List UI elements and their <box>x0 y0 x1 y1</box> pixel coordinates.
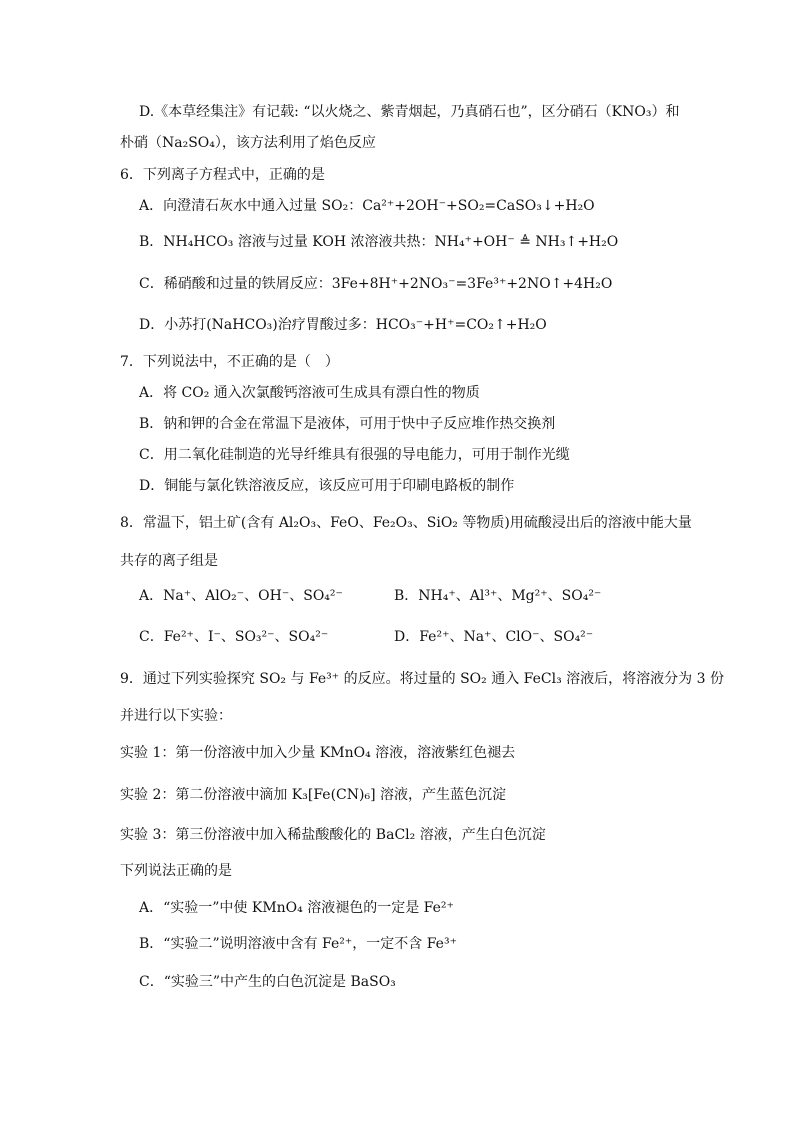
q8-option-d: D．Fe²⁺、Na⁺、ClO⁻、SO₄²⁻ <box>394 629 594 645</box>
q9-option-a: A．“实验一”中使 KMnO₄ 溶液褪色的一定是 Fe²⁺ <box>139 900 454 916</box>
q7-option-b: B．钠和钾的合金在常温下是液体，可用于快中子反应堆作热交换剂 <box>139 416 556 432</box>
q6-option-a: A．向澄清石灰水中通入过量 SO₂：Ca²⁺+2OH⁻+SO₂=CaSO₃↓+H₂O <box>139 198 595 214</box>
q9-question: 下列说法正确的是 <box>120 863 232 879</box>
q9-option-c: C．“实验三”中产生的白色沉淀是 BaSO₃ <box>139 974 396 990</box>
q9-experiment-1: 实验 1：第一份溶液中加入少量 KMnO₄ 溶液，溶液紫红色褪去 <box>120 745 516 761</box>
q7-option-d: D．铜能与氯化铁溶液反应，该反应可用于印刷电路板的制作 <box>139 478 515 494</box>
q8-stem-line2: 共存的离子组是 <box>120 553 218 569</box>
q8-option-c: C．Fe²⁺、I⁻、SO₃²⁻、SO₄²⁻ <box>139 629 329 645</box>
q6-stem: 6．下列离子方程式中，正确的是 <box>120 167 325 183</box>
q9-option-b: B．“实验二”说明溶液中含有 Fe²⁺，一定不含 Fe³⁺ <box>139 936 457 952</box>
q6-option-d: D．小苏打(NaHCO₃)治疗胃酸过多：HCO₃⁻+H⁺=CO₂↑+H₂O <box>139 317 547 333</box>
q8-stem-line1: 8．常温下，铝土矿(含有 Al₂O₃、FeO、Fe₂O₃、SiO₂ 等物质)用硫酸浸出后的溶液中能大量 <box>120 515 692 531</box>
q8-option-b: B．NH₄⁺、Al³⁺、Mg²⁺、SO₄²⁻ <box>394 588 602 604</box>
q5-option-d-line2: 朴硝（Na₂SO₄），该方法利用了焰色反应 <box>120 135 376 151</box>
q8-option-a: A．Na⁺、AlO₂⁻、OH⁻、SO₄²⁻ <box>139 588 343 604</box>
q5-option-d-line1: D.《本草经集注》有记载: “以火烧之、紫青烟起，乃真硝石也”，区分硝石（KNO₃）和 <box>139 104 680 120</box>
q6-option-b: B．NH₄HCO₃ 溶液与过量 KOH 浓溶液共热：NH₄⁺+OH⁻ ≜ NH₃↑+H₂O <box>139 234 619 250</box>
q6-option-c: C．稀硝酸和过量的铁屑反应：3Fe+8H⁺+2NO₃⁻=3Fe³⁺+2NO↑+4H₂O <box>139 276 613 292</box>
q7-option-a: A．将 CO₂ 通入次氯酸钙溶液可生成具有漂白性的物质 <box>139 385 480 401</box>
q9-stem-line1: 9．通过下列实验探究 SO₂ 与 Fe³⁺ 的反应。将过量的 SO₂ 通入 FeCl₃ 溶液后，将溶液分为 3 份 <box>120 671 724 687</box>
q9-experiment-3: 实验 3：第三份溶液中加入稀盐酸酸化的 BaCl₂ 溶液，产生白色沉淀 <box>120 827 546 843</box>
q9-experiment-2: 实验 2：第二份溶液中滴加 K₃[Fe(CN)₆] 溶液，产生蓝色沉淀 <box>120 787 506 803</box>
q7-stem: 7．下列说法中，不正确的是（ ） <box>120 354 339 370</box>
q9-stem-line2: 并进行以下实验： <box>120 708 232 724</box>
q7-option-c: C．用二氧化硅制造的光导纤维具有很强的导电能力，可用于制作光缆 <box>139 447 570 463</box>
